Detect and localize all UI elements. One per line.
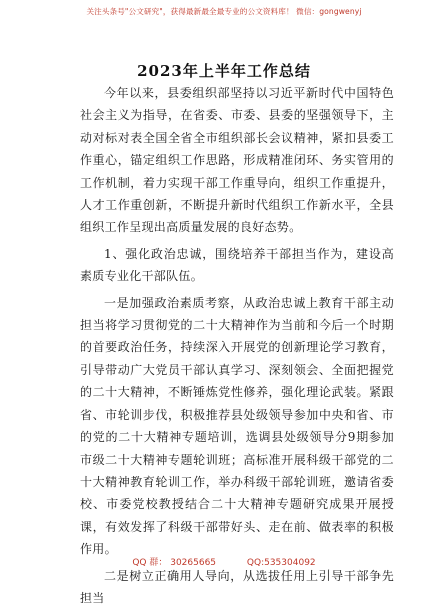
- header-banner: 关注头条号"公文研究"，获得最新最全最专业的公文资料库！ 微信：gongwenyj: [86, 7, 362, 16]
- paragraph-point-two: 二是树立正确用人导向，从选拔任用上引导干部争先担当: [80, 568, 394, 605]
- paragraph-point-one: 一是加强政治素质考察，从政治忠诚上教育干部主动担当将学习贯彻党的二十大精神作为当前和今后一个时期的首要政治任务，持续深入开展党的创新理论学习教育，引导带动广大党员干部认真学习、深刻领会、全面把握党的二十大精神，不断锤炼党性修养，强化理论武装。紧跟省、市轮训步伐，积极推荐县处级领导参加中央和省、市的党的二十大精神专题培训，选调县处级领导分9期参加市级二十大精神专题轮训班；高标准开展科级干部党的二十大精神教育轮训工作，举办科级干部轮训班，邀请省委校、市委党校教授结合二十大精神专题研究成果开展授课，有效发挥了科级干部带好头、走在前、做表率的积极作用。: [80, 295, 394, 557]
- paragraph-intro: 今年以来，县委组织部坚持以习近平新时代中国特色社会主义为指导，在省委、市委、县委的坚强领导下，主动对标对表全国全省全市组织部长会议精神，紧扣县委工作重心，锚定组织工作思路，形成精准闭环、务实管用的工作机制，着力实现干部工作重导向，组织工作重提升，人才工作重创新，不断提升新时代组织工作新水平，全县组织工作呈现出高质量发展的良好态势。: [80, 86, 394, 235]
- footer-qq-group: QQ 群： 30265665: [132, 558, 217, 568]
- paragraph-section-heading: 1、强化政治忠诚，围绕培养干部担当作为，建设高素质专业化干部队伍。: [80, 246, 394, 284]
- footer-qq: QQ:535304092: [246, 558, 316, 568]
- document-body: [80, 82, 394, 613]
- footer: [0, 555, 448, 568]
- document-title: 2023年上半年工作总结: [137, 62, 311, 80]
